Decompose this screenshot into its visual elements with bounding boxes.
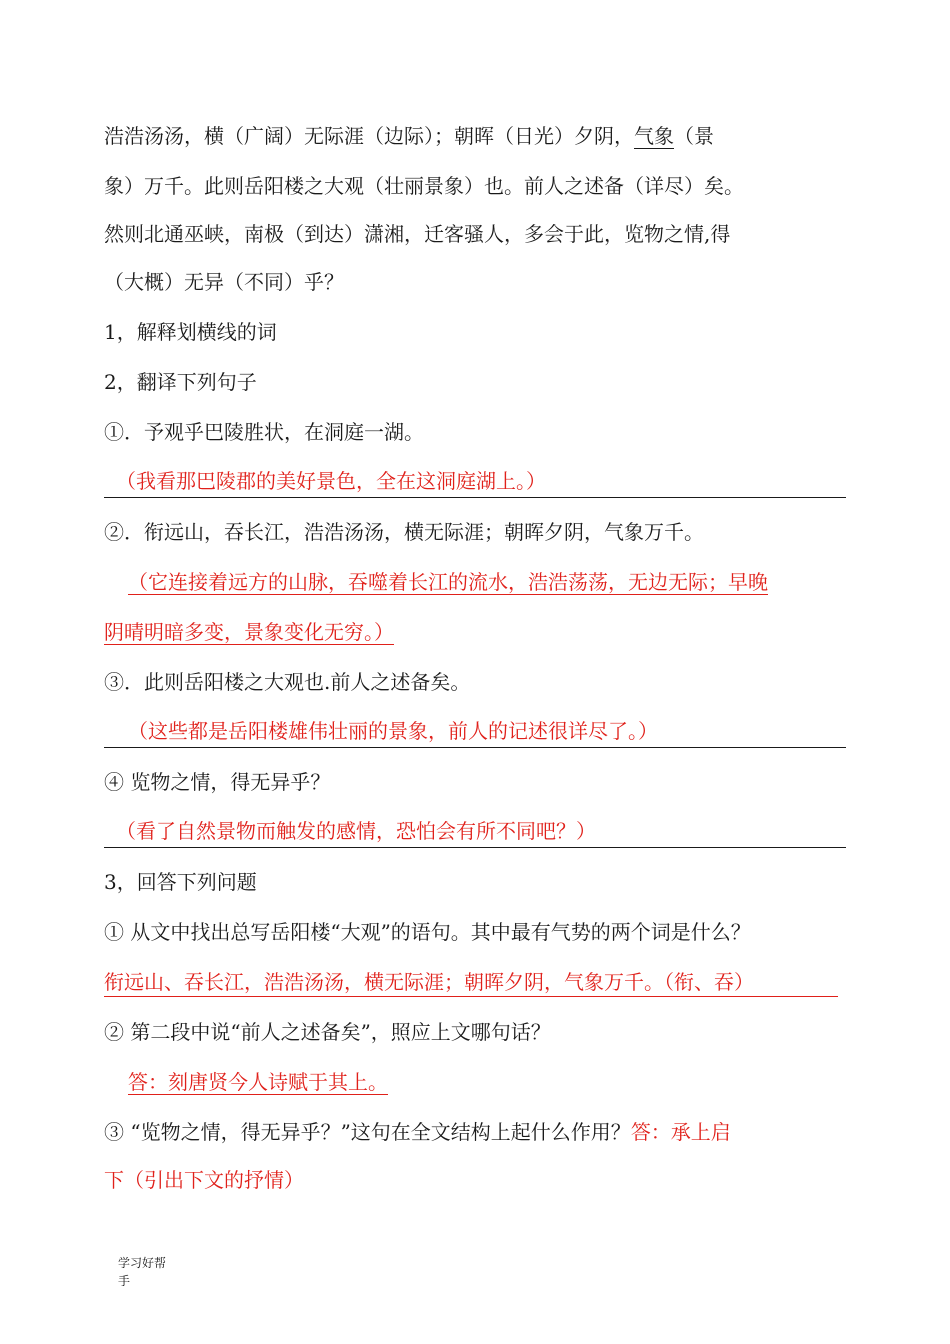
translation-4: （看了自然景物而触发的感情，恐怕会有所不同吧？） (116, 819, 596, 843)
footer-line-1: 学习好帮 (118, 1256, 167, 1270)
question-2-title: 2，翻译下列句子 (104, 370, 257, 394)
question-3-title: 3，回答下列问题 (104, 870, 257, 894)
answer-rule (104, 847, 846, 848)
answer-underline (104, 996, 838, 997)
sentence-1: ①．予观乎巴陵胜状，在洞庭一湖。 (104, 420, 424, 444)
answer-rule (104, 497, 846, 498)
passage-line-4: （大概）无异（不同）乎？ (104, 270, 344, 294)
sentence-3: ③．此则岳阳楼之大观也.前人之述备矣。 (104, 670, 471, 694)
passage-line-2: 象）万千。此则岳阳楼之大观（壮丽景象）也。前人之述备（详尽）矣。 (104, 174, 744, 198)
answer-rule (104, 747, 846, 748)
question-text: ③ “览物之情，得无异乎？”这句在全文结构上起什么作用？ (104, 1120, 631, 1144)
question-3-part-2: ② 第二段中说“前人之述备矣”，照应上文哪句话？ (104, 1020, 551, 1044)
question-3-part-1: ① 从文中找出总写岳阳楼“大观”的语句。其中最有气势的两个词是什么？ (104, 920, 751, 944)
question-3-part-3 (104, 1118, 731, 1146)
passage-text: （景 (674, 124, 714, 148)
translation-2-line-1: （它连接着远方的山脉，吞噬着长江的流水，浩浩荡荡，无边无际；早晚 (128, 570, 768, 594)
passage-line-1 (104, 122, 714, 150)
sentence-2: ②．衔远山，吞长江，浩浩汤汤，横无际涯；朝晖夕阴，气象万千。 (104, 520, 704, 544)
translation-3: （这些都是岳阳楼雄伟壮丽的景象，前人的记述很详尽了。） (128, 719, 658, 743)
footer-line-2: 手 (118, 1274, 131, 1288)
translation-2-line-2: 阴晴明暗多变，景象变化无穷。） (104, 620, 394, 644)
sentence-4: ④ 览物之情，得无异乎？ (104, 770, 331, 794)
translation-1: （我看那巴陵郡的美好景色，全在这洞庭湖上。） (116, 469, 546, 493)
answer-3-part-1: 衔远山、吞长江，浩浩汤汤，横无际涯；朝晖夕阴，气象万千。（衔、吞） (104, 970, 754, 994)
answer-3-part-3: 答：承上启 (630, 1120, 731, 1144)
passage-text: 浩浩汤汤，横（广阔）无际涯（边际）；朝晖（日光）夕阴， (104, 124, 634, 148)
passage-line-3: 然则北通巫峡，南极（到达）潇湘，迁客骚人，多会于此，览物之情,得 (104, 222, 731, 246)
answer-3-part-3-continued: 下（引出下文的抒情） (104, 1168, 304, 1192)
question-1-title: 1，解释划横线的词 (104, 320, 277, 344)
underlined-word: 气象 (634, 124, 674, 148)
answer-3-part-2: 答：刻唐贤今人诗赋于其上。 (128, 1070, 388, 1094)
